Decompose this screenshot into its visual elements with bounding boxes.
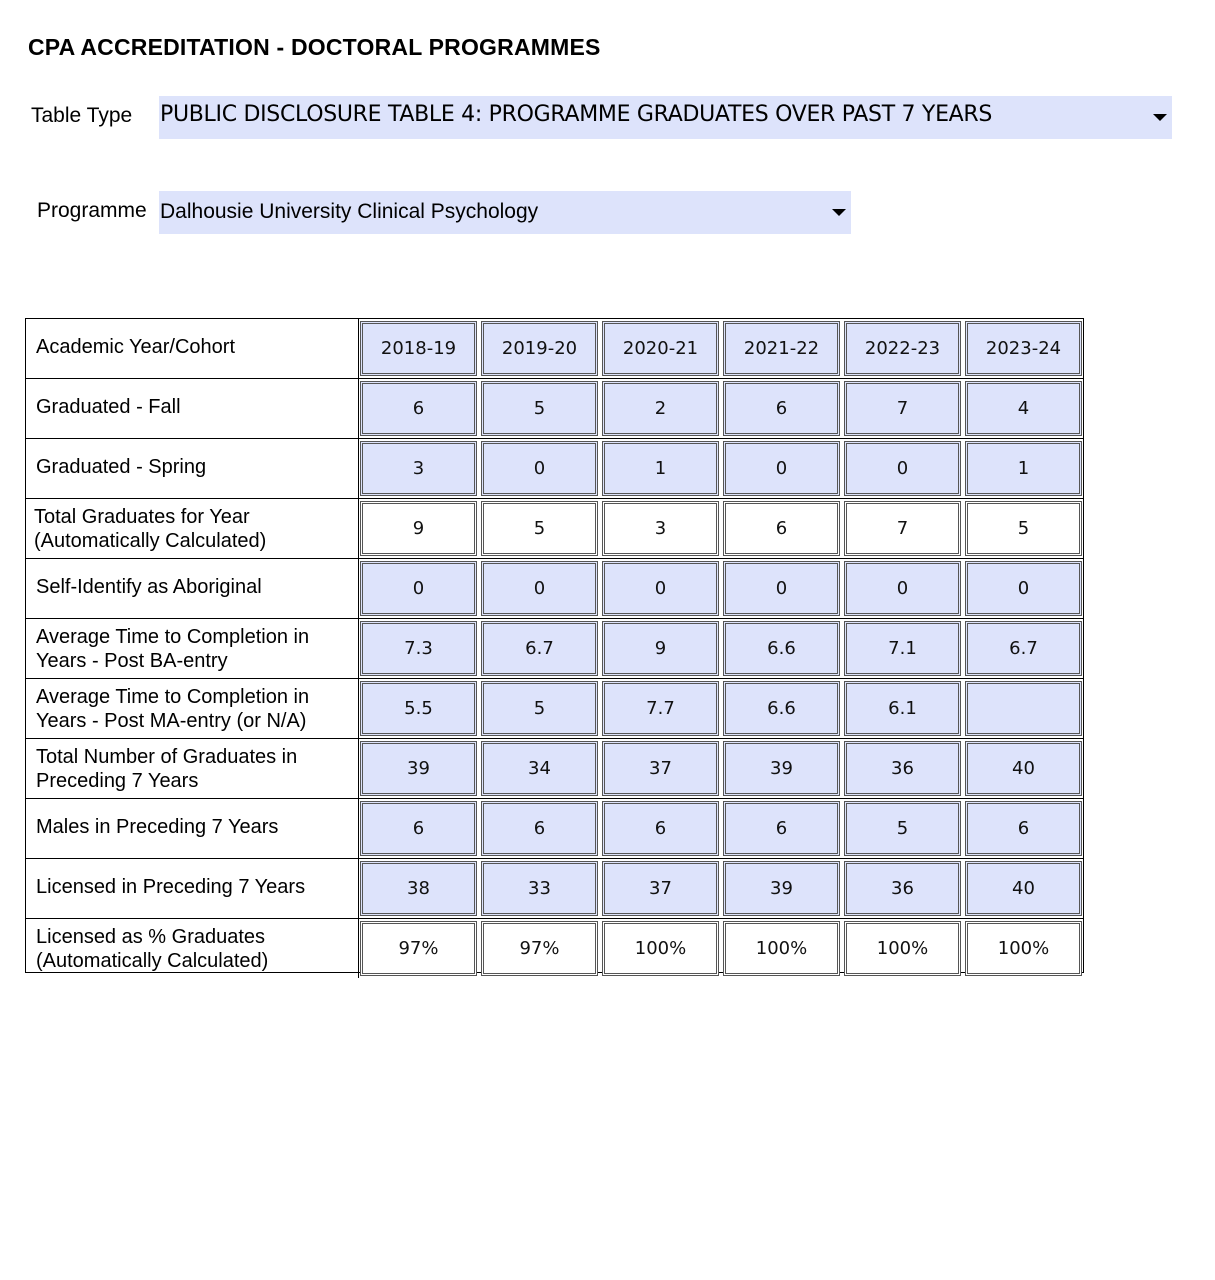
input-cell[interactable]: 36 [844, 861, 961, 916]
input-cell[interactable]: 2 [602, 381, 719, 436]
table-type-dropdown[interactable] [159, 96, 1172, 139]
input-cell[interactable]: 6.6 [723, 621, 840, 676]
input-cell[interactable] [965, 681, 1082, 736]
input-cell[interactable]: 0 [965, 561, 1082, 616]
input-cell[interactable]: 6 [481, 801, 598, 856]
input-cell[interactable]: 0 [602, 561, 719, 616]
input-cell[interactable]: 34 [481, 741, 598, 796]
calculated-cell: 6 [723, 501, 840, 556]
year-cell[interactable]: 2022-23 [844, 321, 961, 376]
row-aboriginal [26, 559, 1083, 619]
input-cell[interactable]: 6 [360, 381, 477, 436]
calculated-cell: 5 [965, 501, 1082, 556]
chevron-down-icon[interactable] [1153, 114, 1167, 121]
input-cell[interactable]: 38 [360, 861, 477, 916]
row-label: Average Time to Completion in Years - Post BA-entry [26, 619, 359, 678]
input-cell[interactable]: 33 [481, 861, 598, 916]
row-label: Licensed as % Graduates (Automatically Calculated) [26, 919, 359, 978]
year-cell[interactable]: 2018-19 [360, 321, 477, 376]
input-cell[interactable]: 5 [844, 801, 961, 856]
row-academic-year [26, 319, 1083, 379]
row-time-post-ma [26, 679, 1083, 739]
input-cell[interactable]: 7.7 [602, 681, 719, 736]
input-cell[interactable]: 6 [965, 801, 1082, 856]
row-males [26, 799, 1083, 859]
input-cell[interactable]: 40 [965, 861, 1082, 916]
row-label: Licensed in Preceding 7 Years [26, 859, 359, 918]
row-graduated-spring [26, 439, 1083, 499]
input-cell[interactable]: 6 [360, 801, 477, 856]
input-cell[interactable]: 7.1 [844, 621, 961, 676]
row-graduated-fall [26, 379, 1083, 439]
input-cell[interactable]: 39 [723, 741, 840, 796]
row-label: Graduated - Fall [26, 379, 359, 438]
calculated-cell: 97% [360, 921, 477, 976]
input-cell[interactable]: 1 [965, 441, 1082, 496]
input-cell[interactable]: 4 [965, 381, 1082, 436]
chevron-down-icon[interactable] [832, 209, 846, 216]
input-cell[interactable]: 3 [360, 441, 477, 496]
input-cell[interactable]: 5 [481, 681, 598, 736]
calculated-cell: 9 [360, 501, 477, 556]
calculated-cell: 100% [602, 921, 719, 976]
input-cell[interactable]: 5.5 [360, 681, 477, 736]
input-cell[interactable]: 7.3 [360, 621, 477, 676]
input-cell[interactable]: 6 [723, 801, 840, 856]
input-cell[interactable]: 9 [602, 621, 719, 676]
graduates-table [25, 318, 1084, 973]
table-type-value: PUBLIC DISCLOSURE TABLE 4: PROGRAMME GRADUATES OVER PAST 7 YEARS [160, 102, 993, 127]
row-licensed [26, 859, 1083, 919]
input-cell[interactable]: 0 [360, 561, 477, 616]
year-cell[interactable]: 2019-20 [481, 321, 598, 376]
input-cell[interactable]: 6 [602, 801, 719, 856]
input-cell[interactable]: 0 [481, 441, 598, 496]
programme-dropdown[interactable] [159, 191, 851, 234]
calculated-cell: 7 [844, 501, 961, 556]
row-time-post-ba [26, 619, 1083, 679]
year-cell[interactable]: 2020-21 [602, 321, 719, 376]
row-label: Self-Identify as Aboriginal [26, 559, 359, 618]
row-total-graduates [26, 499, 1083, 559]
table-type-label: Table Type [31, 104, 133, 127]
page-title: CPA ACCREDITATION - DOCTORAL PROGRAMMES [28, 34, 601, 60]
input-cell[interactable]: 1 [602, 441, 719, 496]
row-label: Average Time to Completion in Years - Post MA-entry (or N/A) [26, 679, 359, 738]
input-cell[interactable]: 5 [481, 381, 598, 436]
input-cell[interactable]: 0 [723, 561, 840, 616]
row-label: Males in Preceding 7 Years [26, 799, 359, 858]
row-total-preceding [26, 739, 1083, 799]
calculated-cell: 5 [481, 501, 598, 556]
calculated-cell: 100% [844, 921, 961, 976]
input-cell[interactable]: 39 [360, 741, 477, 796]
input-cell[interactable]: 37 [602, 741, 719, 796]
input-cell[interactable]: 6.1 [844, 681, 961, 736]
input-cell[interactable]: 6.7 [481, 621, 598, 676]
input-cell[interactable]: 6 [723, 381, 840, 436]
year-cell[interactable]: 2021-22 [723, 321, 840, 376]
row-licensed-percent [26, 919, 1083, 978]
calculated-cell: 100% [723, 921, 840, 976]
input-cell[interactable]: 40 [965, 741, 1082, 796]
row-label: Academic Year/Cohort [26, 319, 359, 378]
input-cell[interactable]: 6.6 [723, 681, 840, 736]
input-cell[interactable]: 37 [602, 861, 719, 916]
calculated-cell: 97% [481, 921, 598, 976]
input-cell[interactable]: 36 [844, 741, 961, 796]
input-cell[interactable]: 6.7 [965, 621, 1082, 676]
input-cell[interactable]: 7 [844, 381, 961, 436]
programme-label: Programme [37, 199, 147, 222]
row-label: Total Graduates for Year (Automatically Calculated) [26, 499, 359, 558]
calculated-cell: 3 [602, 501, 719, 556]
input-cell[interactable]: 0 [481, 561, 598, 616]
input-cell[interactable]: 0 [723, 441, 840, 496]
input-cell[interactable]: 0 [844, 441, 961, 496]
input-cell[interactable]: 39 [723, 861, 840, 916]
year-cell[interactable]: 2023-24 [965, 321, 1082, 376]
row-label: Graduated - Spring [26, 439, 359, 498]
input-cell[interactable]: 0 [844, 561, 961, 616]
programme-value: Dalhousie University Clinical Psychology [160, 200, 539, 223]
row-label: Total Number of Graduates in Preceding 7 Years [26, 739, 359, 798]
calculated-cell: 100% [965, 921, 1082, 976]
